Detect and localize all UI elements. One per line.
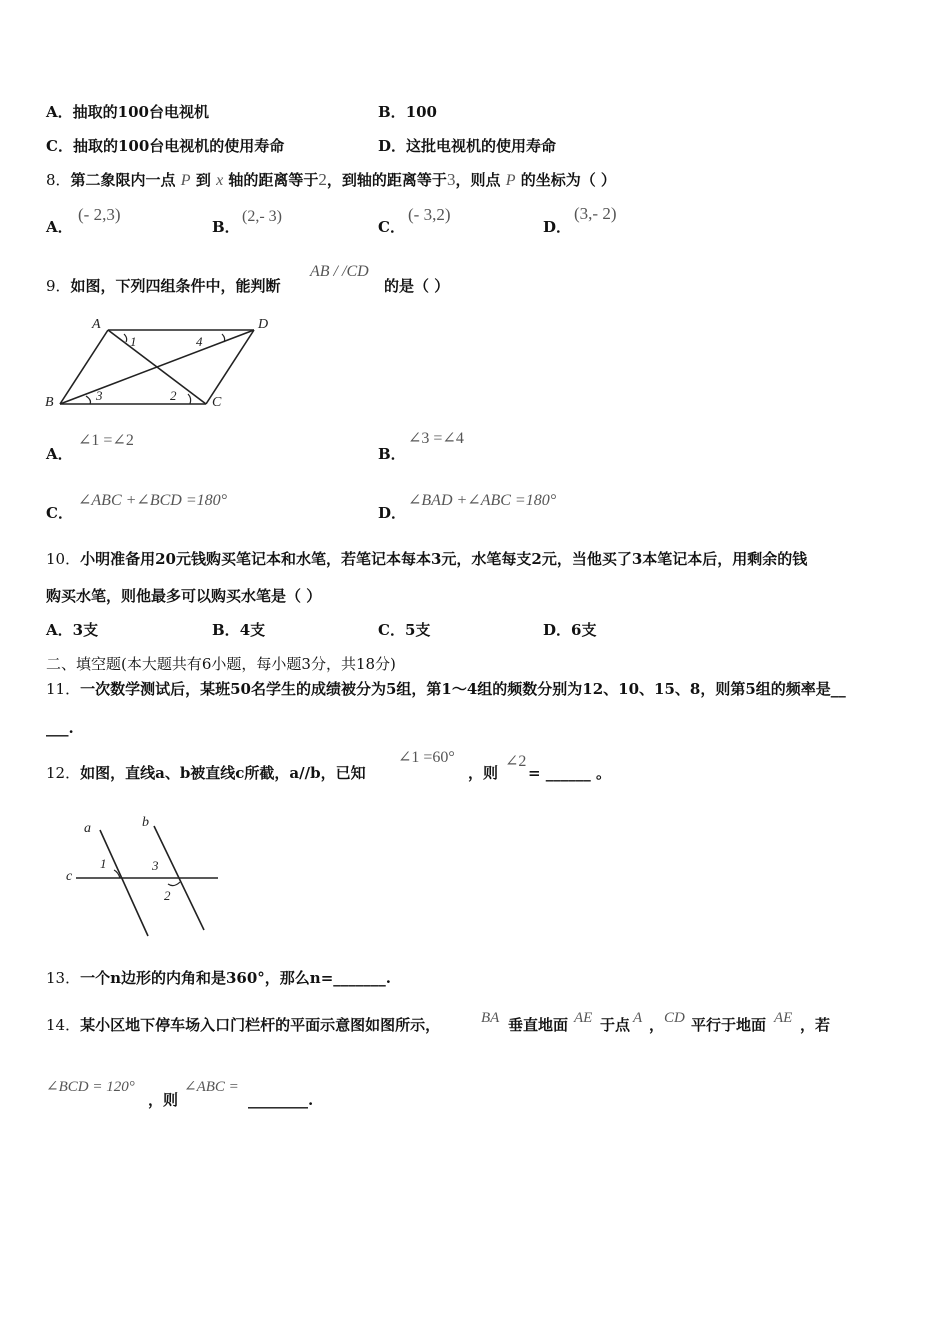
- fig-label-c: C: [212, 395, 222, 410]
- q8-stem: [46, 170, 616, 191]
- stem-text: 一个n边形的内角和是360°，那么n=_______.: [80, 969, 392, 987]
- option-label: A．: [46, 621, 73, 639]
- q14-math-cd: CD: [664, 1010, 685, 1026]
- q9-stem-left: [46, 276, 281, 296]
- math-var: P: [180, 172, 191, 189]
- section-title: 二、填空题(本大题共有6小题，每小题3分，共18分): [46, 655, 396, 673]
- option-math-a: (- 2,3): [78, 205, 121, 224]
- option-math-b: ∠3 =∠4: [408, 430, 464, 447]
- option-text: 这批电视机的使用寿命: [406, 137, 557, 155]
- option-math-d: ∠BAD +∠ABC =180°: [408, 492, 557, 509]
- option-label-d: D．: [543, 218, 572, 236]
- q14-stem-5: 平行于地面: [691, 1016, 767, 1034]
- fig-angle-3: 3: [152, 858, 159, 873]
- option-text: 抽取的100台电视机的使用寿命: [72, 137, 285, 155]
- stem-text: 第二象限内一点: [70, 171, 176, 189]
- q14-math-bcd: ∠BCD = 120°: [46, 1079, 135, 1095]
- math-num: 3: [446, 170, 456, 189]
- question-number: 8．: [46, 171, 71, 189]
- q14-math-abc: ∠ABC =: [184, 1079, 239, 1095]
- option-label: D．: [378, 137, 407, 155]
- q12-math-2: ∠2: [505, 753, 527, 770]
- option-text: 5支: [404, 621, 431, 639]
- option-math-b: (2,- 3): [242, 208, 282, 225]
- q12-figure: [62, 812, 232, 942]
- q14-stem-7: ，则: [148, 1091, 179, 1109]
- math-var: x: [216, 172, 224, 189]
- q9-math: AB / /CD: [310, 263, 369, 280]
- fig-label-b: B: [45, 395, 54, 410]
- q14-stem-3: 于点: [600, 1016, 631, 1034]
- fig-angle-1: 1: [130, 334, 137, 349]
- q14-stem-4: ，: [649, 1016, 665, 1034]
- stem-text: 小明准备用20元钱购买笔记本和水笔，若笔记本每本3元，水笔每支2元，当他买了3本笔记本后，用剩余的钱: [80, 550, 808, 568]
- option-label: C．: [46, 137, 73, 155]
- question-number: 13．: [46, 969, 81, 987]
- q9-figure: [40, 312, 280, 412]
- option-label-c: C．: [378, 218, 405, 236]
- option-label-b: B．: [378, 445, 406, 463]
- fig-line-b: b: [142, 815, 149, 830]
- option-label: C．: [378, 621, 405, 639]
- option-math-d: (3,- 2): [574, 204, 617, 223]
- q7-option-d: [378, 136, 556, 156]
- q14-math-ae: AE: [574, 1010, 593, 1026]
- math-num: 2: [318, 170, 327, 189]
- fig-angle-4: 4: [196, 334, 203, 349]
- option-math-a: ∠1 =∠2: [78, 432, 134, 449]
- q10-line2: 购买水笔，则他最多可以购买水笔是（ ）: [46, 587, 322, 605]
- question-number: 9．: [46, 277, 71, 295]
- stem-text: 到: [195, 171, 211, 189]
- stem-text: 一次数学测试后，某班50名学生的成绩被分为5组，第1～4组的频数分别为12、10、15、8，则第5组的频率是__: [80, 680, 846, 698]
- stem-text: 如图，下列四组条件中，能判断: [70, 277, 281, 295]
- option-text: 4支: [239, 621, 266, 639]
- stem-text: 轴的距离等于: [228, 171, 319, 189]
- q13-stem: [46, 968, 391, 988]
- option-label-a: A．: [46, 445, 73, 463]
- q14-stem-2: 垂直地面: [508, 1016, 569, 1034]
- option-label-b: B．: [212, 218, 240, 236]
- stem-text: ，到轴的距离等于: [326, 171, 447, 189]
- q14-stem-6: ，若: [800, 1016, 831, 1034]
- option-text: 100: [405, 103, 437, 121]
- stem-text: 如图，直线a、b被直线c所截，a//b，已知: [80, 764, 366, 782]
- option-math-c: (- 3,2): [408, 205, 451, 224]
- option-math-c: ∠ABC +∠BCD =180°: [78, 492, 228, 509]
- q12-stem-left: [46, 763, 366, 783]
- fig-label-a: A: [92, 317, 101, 332]
- q14-stem-1: [46, 1015, 440, 1035]
- fig-angle-3: 3: [96, 388, 103, 403]
- q10-line1: [46, 549, 807, 569]
- q12-stem-right: = ______ 。: [528, 764, 612, 782]
- question-number: 12．: [46, 764, 81, 782]
- q10-option-b: [212, 620, 265, 640]
- question-number: 11．: [46, 680, 81, 698]
- fig-angle-2: 2: [164, 888, 171, 903]
- option-label: B．: [212, 621, 240, 639]
- q7-option-b: [378, 102, 437, 122]
- fig-angle-1: 1: [100, 856, 107, 871]
- option-label: B．: [378, 103, 406, 121]
- q7-option-c: [46, 136, 284, 156]
- option-label-a: A．: [46, 218, 73, 236]
- fig-angle-2: 2: [170, 388, 177, 403]
- q12-stem-mid: ，则: [468, 764, 499, 782]
- q14-math-a: A: [633, 1010, 643, 1026]
- stem-text: ，则点: [455, 171, 501, 189]
- option-label-d: D．: [378, 504, 407, 522]
- q10-option-d: [543, 620, 596, 640]
- q11-line1: [46, 679, 846, 699]
- stem-text: 的坐标为（ ）: [520, 171, 616, 189]
- fig-line-c: c: [66, 869, 73, 884]
- option-text: 3支: [72, 621, 99, 639]
- fig-line-a: a: [84, 821, 91, 836]
- option-label: D．: [543, 621, 572, 639]
- q9-stem-right: 的是（ ）: [384, 277, 450, 295]
- q12-math-1: ∠1 =60°: [398, 749, 455, 766]
- fig-label-d: D: [258, 317, 269, 332]
- q14-math-ba: BA: [481, 1010, 500, 1026]
- q14-math-ae-2: AE: [774, 1010, 793, 1026]
- q11-line2: ___.: [46, 719, 74, 737]
- option-text: 抽取的100台电视机: [72, 103, 209, 121]
- q10-option-a: [46, 620, 98, 640]
- option-label-c: C．: [46, 504, 73, 522]
- question-number: 10．: [46, 550, 81, 568]
- stem-text: 某小区地下停车场入口门栏杆的平面示意图如图所示，: [80, 1016, 441, 1034]
- option-text: 6支: [571, 621, 597, 639]
- q14-answer-blank: ________.: [248, 1091, 314, 1109]
- q10-option-c: [378, 620, 430, 640]
- math-var: P: [505, 172, 516, 189]
- option-label: A．: [46, 103, 73, 121]
- question-number: 14．: [46, 1016, 81, 1034]
- q7-option-a: [46, 102, 209, 122]
